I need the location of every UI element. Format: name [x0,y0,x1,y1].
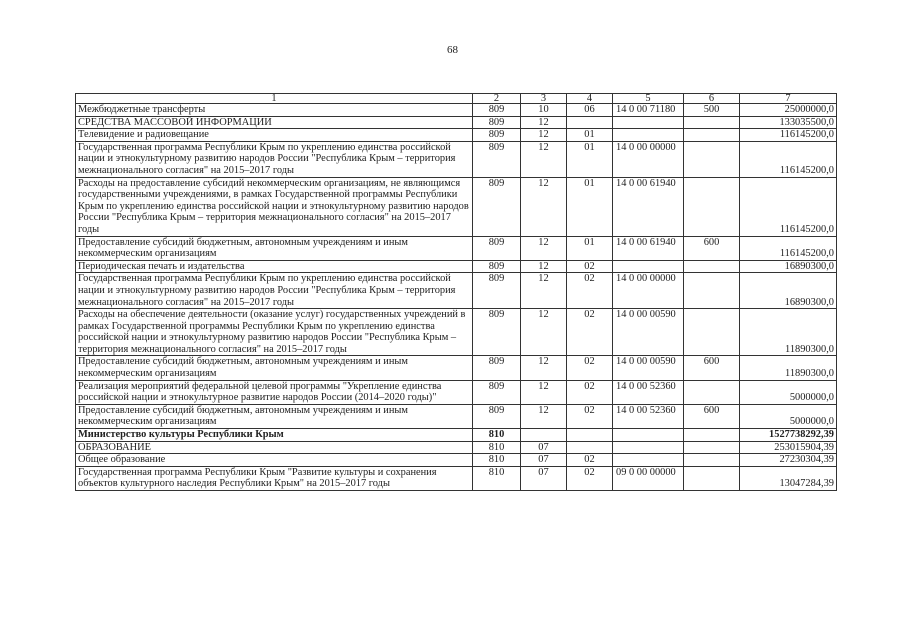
ministry-code-cell: 809 [473,260,521,273]
table-row [76,177,837,236]
target-article-cell: 14 0 00 71180 [613,104,684,117]
item-name-cell: Расходы на предоставление субсидий некоммерческим организациям, не являющимся государственными учреждениями, в рамках Государственной программы Республики Крым по укреплению единства российской нации и этнокультурному развитию народов России "Республика Крым – территория межнационального согласия" на 2015–2017 годы [76,177,473,236]
section-cell: 12 [521,116,567,129]
expense-type-cell: 500 [684,104,740,117]
subsection-cell: 06 [567,104,613,117]
subsection-cell: 02 [567,273,613,309]
target-article-cell [613,129,684,142]
section-cell [521,429,567,442]
expense-type-cell [684,309,740,356]
item-name-cell: ОБРАЗОВАНИЕ [76,441,473,454]
section-cell: 12 [521,129,567,142]
item-name-cell: СРЕДСТВА МАССОВОЙ ИНФОРМАЦИИ [76,116,473,129]
table-header-row [76,94,837,104]
subsection-cell: 02 [567,454,613,467]
subsection-cell [567,429,613,442]
section-cell: 07 [521,466,567,490]
item-name-cell: Межбюджетные трансферты [76,104,473,117]
item-name-cell: Государственная программа Республики Крым по укреплению единства российской нации и этнокультурному развитию народов России "Республика Крым – территория межнационального согласия" на 2015–2017 годы [76,273,473,309]
item-name-cell: Государственная программа Республики Крым по укреплению единства российской нации и этнокультурному развитию народов России "Республика Крым – территория межнационального согласия" на 2015–2017 годы [76,141,473,177]
expense-type-cell [684,116,740,129]
table-row [76,309,837,356]
item-name-cell: Общее образование [76,454,473,467]
item-name-cell: Расходы на обеспечение деятельности (оказание услуг) государственных учреждений в рамках Государственной программы Республики Крым по укреплению единства российской нации и этнокультурному развитию народов России "Республика Крым – территория межнационального согласия" на 2015–2017 годы [76,309,473,356]
item-name-cell: Реализация мероприятий федеральной целевой программы "Укрепление единства российской нации и этнокультурное развитие народов России (2014–2020 годы)" [76,380,473,404]
subsection-cell: 01 [567,141,613,177]
amount-cell: 1527738292,39 [740,429,837,442]
target-article-cell: 09 0 00 00000 [613,466,684,490]
subsection-cell: 02 [567,260,613,273]
expense-type-cell [684,441,740,454]
amount-cell: 16890300,0 [740,260,837,273]
section-cell: 07 [521,454,567,467]
table-row [76,404,837,428]
item-name-cell: Предоставление субсидий бюджетным, автономным учреждениям и иным некоммерческим организациям [76,236,473,260]
expense-type-cell [684,429,740,442]
expense-type-cell [684,273,740,309]
section-cell: 12 [521,260,567,273]
amount-cell: 5000000,0 [740,404,837,428]
subsection-cell: 01 [567,236,613,260]
section-cell: 07 [521,441,567,454]
subsection-cell: 01 [567,129,613,142]
table-row [76,380,837,404]
table-row [76,260,837,273]
ministry-code-cell: 809 [473,380,521,404]
ministry-code-cell: 809 [473,129,521,142]
item-name-cell: Предоставление субсидий бюджетным, автономным учреждениям и иным некоммерческим организациям [76,404,473,428]
expense-type-cell: 600 [684,236,740,260]
expense-type-cell [684,454,740,467]
subsection-cell: 02 [567,356,613,380]
ministry-code-cell: 810 [473,454,521,467]
ministry-code-cell: 809 [473,273,521,309]
table-row [76,273,837,309]
header-cell: 3 [521,94,567,104]
amount-cell: 253015904,39 [740,441,837,454]
target-article-cell: 14 0 00 61940 [613,236,684,260]
item-name-cell: Предоставление субсидий бюджетным, автономным учреждениям и иным некоммерческим организациям [76,356,473,380]
amount-cell: 11890300,0 [740,356,837,380]
header-cell: 5 [613,94,684,104]
target-article-cell: 14 0 00 00000 [613,273,684,309]
amount-cell: 13047284,39 [740,466,837,490]
ministry-code-cell: 809 [473,404,521,428]
amount-cell: 116145200,0 [740,141,837,177]
subsection-cell: 02 [567,404,613,428]
section-cell: 10 [521,104,567,117]
table-row [76,454,837,467]
target-article-cell [613,260,684,273]
section-cell: 12 [521,273,567,309]
target-article-cell [613,454,684,467]
ministry-code-cell: 810 [473,429,521,442]
section-cell: 12 [521,404,567,428]
item-name-cell: Министерство культуры Республики Крым [76,429,473,442]
section-cell: 12 [521,236,567,260]
expense-type-cell [684,260,740,273]
target-article-cell: 14 0 00 52360 [613,404,684,428]
ministry-code-cell: 809 [473,116,521,129]
table-row [76,129,837,142]
section-cell: 12 [521,356,567,380]
ministry-code-cell: 809 [473,236,521,260]
ministry-code-cell: 809 [473,177,521,236]
item-name-cell: Телевидение и радиовещание [76,129,473,142]
ministry-code-cell: 809 [473,104,521,117]
target-article-cell [613,441,684,454]
expense-type-cell [684,380,740,404]
header-cell: 7 [740,94,837,104]
subsection-cell [567,116,613,129]
section-cell: 12 [521,309,567,356]
target-article-cell [613,429,684,442]
table-row [76,236,837,260]
amount-cell: 16890300,0 [740,273,837,309]
target-article-cell: 14 0 00 00000 [613,141,684,177]
table-row [76,466,837,490]
item-name-cell: Государственная программа Республики Крым "Развитие культуры и сохранения объектов культурного наследия Республики Крым" на 2015–2017 годы [76,466,473,490]
header-cell: 6 [684,94,740,104]
table-row [76,429,837,442]
subsection-cell: 01 [567,177,613,236]
section-cell: 12 [521,141,567,177]
table-row [76,441,837,454]
table-row [76,104,837,117]
amount-cell: 25000000,0 [740,104,837,117]
target-article-cell: 14 0 00 00590 [613,356,684,380]
expense-type-cell [684,141,740,177]
target-article-cell [613,116,684,129]
table-row [76,116,837,129]
ministry-code-cell: 809 [473,356,521,380]
amount-cell: 133035500,0 [740,116,837,129]
target-article-cell: 14 0 00 61940 [613,177,684,236]
expense-type-cell: 600 [684,404,740,428]
amount-cell: 116145200,0 [740,236,837,260]
ministry-code-cell: 809 [473,309,521,356]
amount-cell: 27230304,39 [740,454,837,467]
expense-type-cell: 600 [684,356,740,380]
subsection-cell: 02 [567,466,613,490]
target-article-cell: 14 0 00 52360 [613,380,684,404]
section-cell: 12 [521,177,567,236]
page-number: 68 [447,44,458,56]
ministry-code-cell: 809 [473,141,521,177]
amount-cell: 116145200,0 [740,129,837,142]
ministry-code-cell: 810 [473,466,521,490]
table-row [76,141,837,177]
header-cell: 2 [473,94,521,104]
target-article-cell: 14 0 00 00590 [613,309,684,356]
item-name-cell: Периодическая печать и издательства [76,260,473,273]
table-row [76,356,837,380]
expense-type-cell [684,177,740,236]
header-cell: 4 [567,94,613,104]
amount-cell: 5000000,0 [740,380,837,404]
header-cell: 1 [76,94,473,104]
subsection-cell: 02 [567,309,613,356]
amount-cell: 116145200,0 [740,177,837,236]
subsection-cell: 02 [567,380,613,404]
subsection-cell [567,441,613,454]
budget-table [75,93,837,491]
expense-type-cell [684,466,740,490]
section-cell: 12 [521,380,567,404]
ministry-code-cell: 810 [473,441,521,454]
amount-cell: 11890300,0 [740,309,837,356]
expense-type-cell [684,129,740,142]
